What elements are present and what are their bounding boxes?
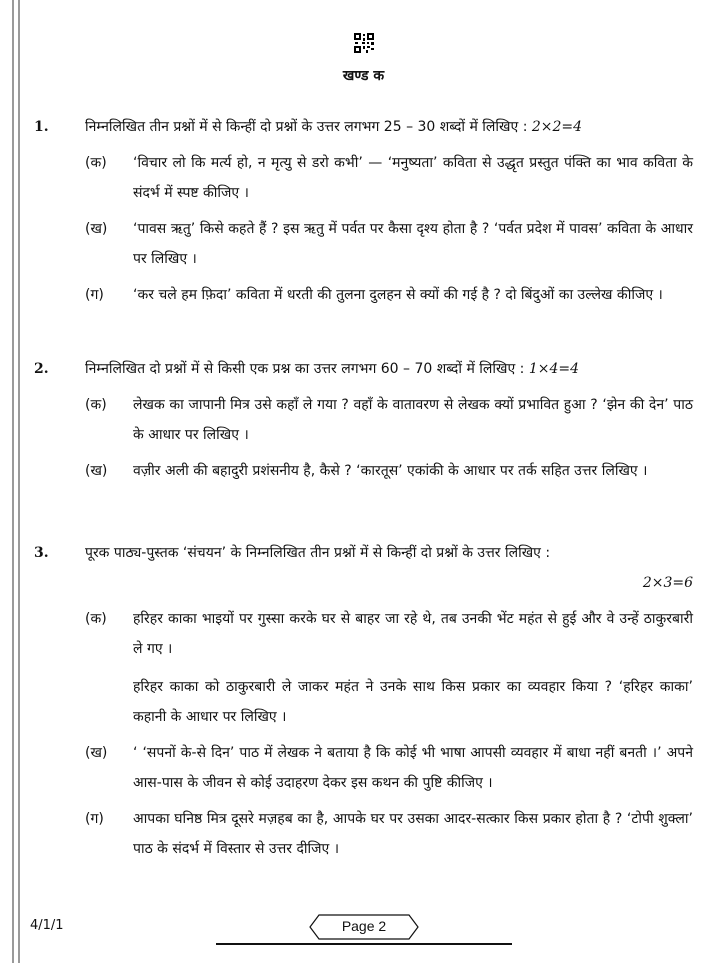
marks: 2×2=4 xyxy=(531,119,583,135)
question-text: निम्नलिखित तीन प्रश्नों में से किन्हीं दो प्रश्नों के उत्तर लगभग 25 – 30 शब्दों में लिखिए : 2×2=4 xyxy=(85,119,583,135)
qr-code-icon xyxy=(354,33,374,53)
sub-text: लेखक का जापानी मित्र उसे कहाँ ले गया ? वहाँ के वातावरण से लेखक क्यों प्रभावित हुआ ? ‘झेन की देन’ पाठ के आधार पर लिखिए । xyxy=(133,397,693,443)
marks: 2×3=6 xyxy=(642,575,693,591)
sub-question xyxy=(85,738,693,798)
question-1 xyxy=(34,112,693,310)
question-text: निम्नलिखित दो प्रश्नों में से किसी एक प्रश्न का उत्तर लगभग 60 – 70 शब्दों में लिखिए : 1×4=4 xyxy=(85,361,580,377)
sub-question xyxy=(85,604,693,732)
sub-text: आपका घनिष्ठ मित्र दूसरे मज़हब का है, आपके घर पर उसका आदर-सत्कार किस प्रकार होता है ? ‘टोपी शुक्ला’ पाठ के संदर्भ में विस्तार से उत्तर दीजिए । xyxy=(133,811,693,857)
sub-label: (ग) xyxy=(85,287,104,303)
sub-label: (ख) xyxy=(85,221,108,237)
sub-label: (क) xyxy=(85,397,107,413)
sub-text-continued: हरिहर काका को ठाकुरबारी ले जाकर महंत ने उनके साथ किस प्रकार का व्यवहार किया ? ‘हरिहर काका’ कहानी के आधार पर लिखिए । xyxy=(133,679,693,725)
margin-rule-outer xyxy=(12,0,14,963)
sub-question xyxy=(85,214,693,274)
question-number: 1. xyxy=(34,119,49,135)
section-title: खण्ड क xyxy=(342,68,385,84)
sub-text: हरिहर काका भाइयों पर गुस्सा करके घर से बाहर जा रहे थे, तब उनकी भेंट महंत से हुई और वे उन्हें ठाकुरबारी ले गए । xyxy=(133,611,693,657)
margin-rule-inner xyxy=(18,0,20,963)
sub-label: (ख) xyxy=(85,745,108,761)
sub-label: (ख) xyxy=(85,463,108,479)
sub-question xyxy=(85,148,693,208)
sub-label: (ग) xyxy=(85,811,104,827)
sub-label: (क) xyxy=(85,155,107,171)
sub-question xyxy=(85,280,693,310)
sub-question xyxy=(85,456,693,486)
sub-text: वज़ीर अली की बहादुरी प्रशंसनीय है, कैसे ? ‘कारतूस’ एकांकी के आधार पर तर्क सहित उत्तर लिखिए । xyxy=(133,463,648,479)
paper-code: 4/1/1 xyxy=(30,918,64,933)
page-number: Page 2 xyxy=(341,918,387,934)
question-number: 3. xyxy=(34,545,49,561)
sub-label: (क) xyxy=(85,611,107,627)
question-text: पूरक पाठ्य-पुस्तक ‘संचयन’ के निम्नलिखित तीन प्रश्नों में से किन्हीं दो प्रश्नों के उत्तर लिखिए : xyxy=(85,545,551,561)
marks: 1×4=4 xyxy=(528,361,580,377)
sub-text: ‘पावस ऋतु’ किसे कहते हैं ? इस ऋतु में पर्वत पर कैसा दृश्य होता है ? ‘पर्वत प्रदेश में पावस’ कविता के आधार पर लिखिए । xyxy=(133,221,693,267)
sub-question xyxy=(85,804,693,864)
sub-text: ‘विचार लो कि मर्त्य हो, न मृत्यु से डरो कभी’ — ‘मनुष्यता’ कविता से उद्धृत प्रस्तुत पंक्ति का भाव कविता के संदर्भ में स्पष्ट कीजिए । xyxy=(133,155,693,201)
sub-text: ‘ ‘सपनों के-से दिन’ पाठ में लेखक ने बताया है कि कोई भी भाषा आपसी व्यवहार में बाधा नहीं बनती ।’ अपने आस-पास के जीवन से कोई उदाहरण देकर इस कथन की पुष्टि कीजिए । xyxy=(133,745,693,791)
sub-question xyxy=(85,390,693,450)
question-3 xyxy=(34,538,693,864)
sub-text: ‘कर चले हम फ़िदा’ कविता में धरती की तुलना दुलहन से क्यों की गई है ? दो बिंदुओं का उल्लेख कीजिए । xyxy=(133,287,663,303)
footer-rule xyxy=(216,943,512,945)
question-number: 2. xyxy=(34,361,49,377)
question-2 xyxy=(34,354,693,486)
